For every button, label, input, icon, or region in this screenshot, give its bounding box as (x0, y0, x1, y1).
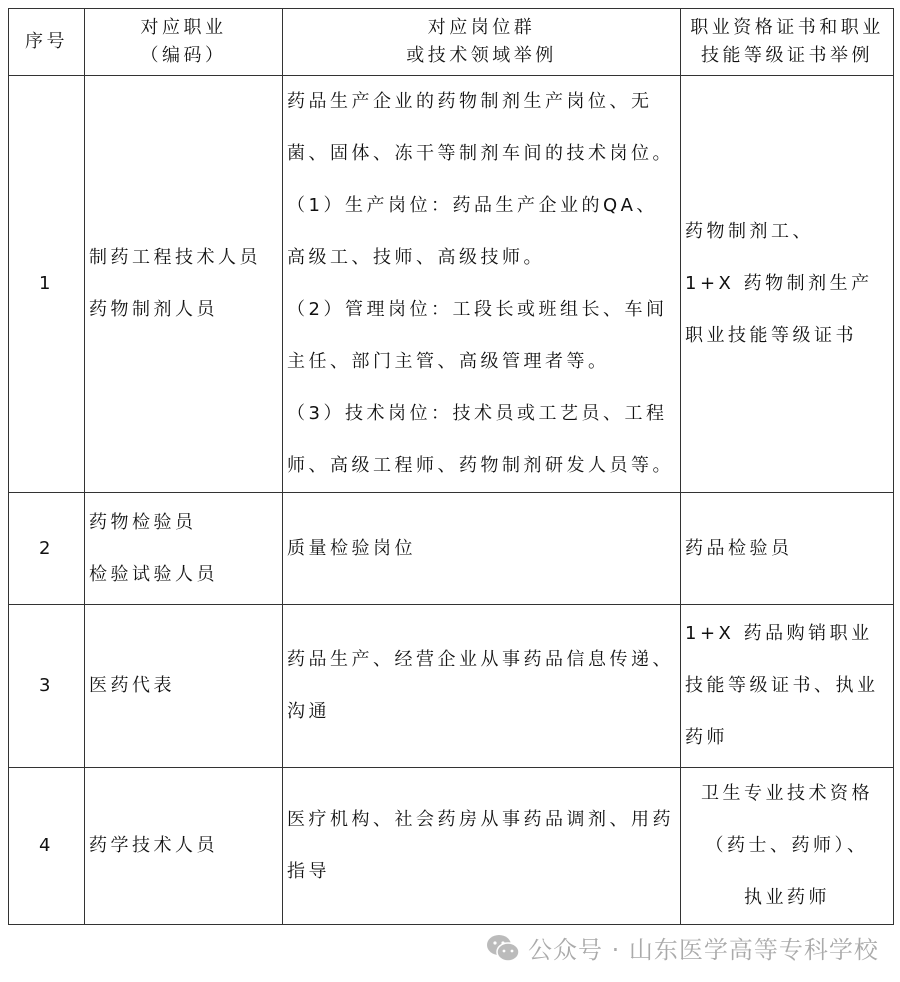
occupation-cell: 医药代表 (85, 605, 283, 768)
header-text: 序号 (25, 31, 68, 52)
occupation-table (8, 8, 894, 925)
header-occupation (85, 9, 283, 76)
positions-text: （2）管理岗位：工段长或班组长、车间主任、部门主管、高级管理者等。 (287, 299, 668, 372)
positions-cell (283, 76, 681, 493)
header-positions (283, 9, 681, 76)
row-number: 1 (9, 76, 85, 493)
table-row (9, 493, 894, 605)
occupation-text: 药物制剂人员 (89, 299, 218, 320)
table-row (9, 768, 894, 925)
row-number: 3 (9, 605, 85, 768)
header-no (9, 9, 85, 76)
positions-text: （3）技术岗位：技术员或工艺员、工程师、高级工程师、药物制剂研发人员等。 (287, 403, 674, 476)
certificate-text: 卫生专业技术资格 (701, 783, 873, 804)
positions-cell: 药品生产、经营企业从事药品信息传递、沟通 (283, 605, 681, 768)
header-text: 对应职业 (140, 17, 227, 38)
row-number: 4 (9, 768, 85, 925)
header-text: （编码） (140, 45, 227, 66)
header-certificates (681, 9, 894, 76)
certificate-text: 1+X 药物制剂生产职业技能等级证书 (685, 273, 873, 346)
table-row (9, 605, 894, 768)
positions-text: （1）生产岗位：药品生产企业的QA、高级工、技师、高级技师。 (287, 195, 658, 268)
header-text: 技能等级证书举例 (701, 45, 873, 66)
certificate-text: （药士、药师）、 (705, 835, 869, 856)
wechat-icon (486, 933, 520, 963)
occupation-cell: 药学技术人员 (85, 768, 283, 925)
occupation-cell (85, 76, 283, 493)
certificates-cell: 药品检验员 (681, 493, 894, 605)
certificates-cell (681, 76, 894, 493)
occupation-text: 制药工程技术人员 (89, 247, 261, 268)
certificate-text: 执业药师 (744, 887, 830, 908)
header-text: 对应岗位群 (427, 17, 536, 38)
certificate-text: 药物制剂工、 (685, 221, 814, 242)
watermark-text: 公众号 · 山东医学高等专科学校 (528, 936, 879, 964)
positions-cell: 医疗机构、社会药房从事药品调剂、用药指导 (283, 768, 681, 925)
header-text: 或技术领域举例 (406, 45, 557, 66)
occupation-text: 检验试验人员 (89, 563, 218, 585)
table-row (9, 76, 894, 493)
header-text: 职业资格证书和职业 (690, 17, 884, 38)
positions-text: 药品生产企业的药物制剂生产岗位、无菌、固体、冻干等制剂车间的技术岗位。 (287, 91, 674, 164)
occupation-text: 药物检验员 (89, 511, 197, 533)
certificates-cell (681, 768, 894, 925)
certificates-cell: 1+X 药品购销职业技能等级证书、执业药师 (681, 605, 894, 768)
row-number: 2 (9, 493, 85, 605)
occupation-cell (85, 493, 283, 605)
watermark (486, 930, 879, 965)
table-header-row (9, 9, 894, 76)
positions-cell: 质量检验岗位 (283, 493, 681, 605)
